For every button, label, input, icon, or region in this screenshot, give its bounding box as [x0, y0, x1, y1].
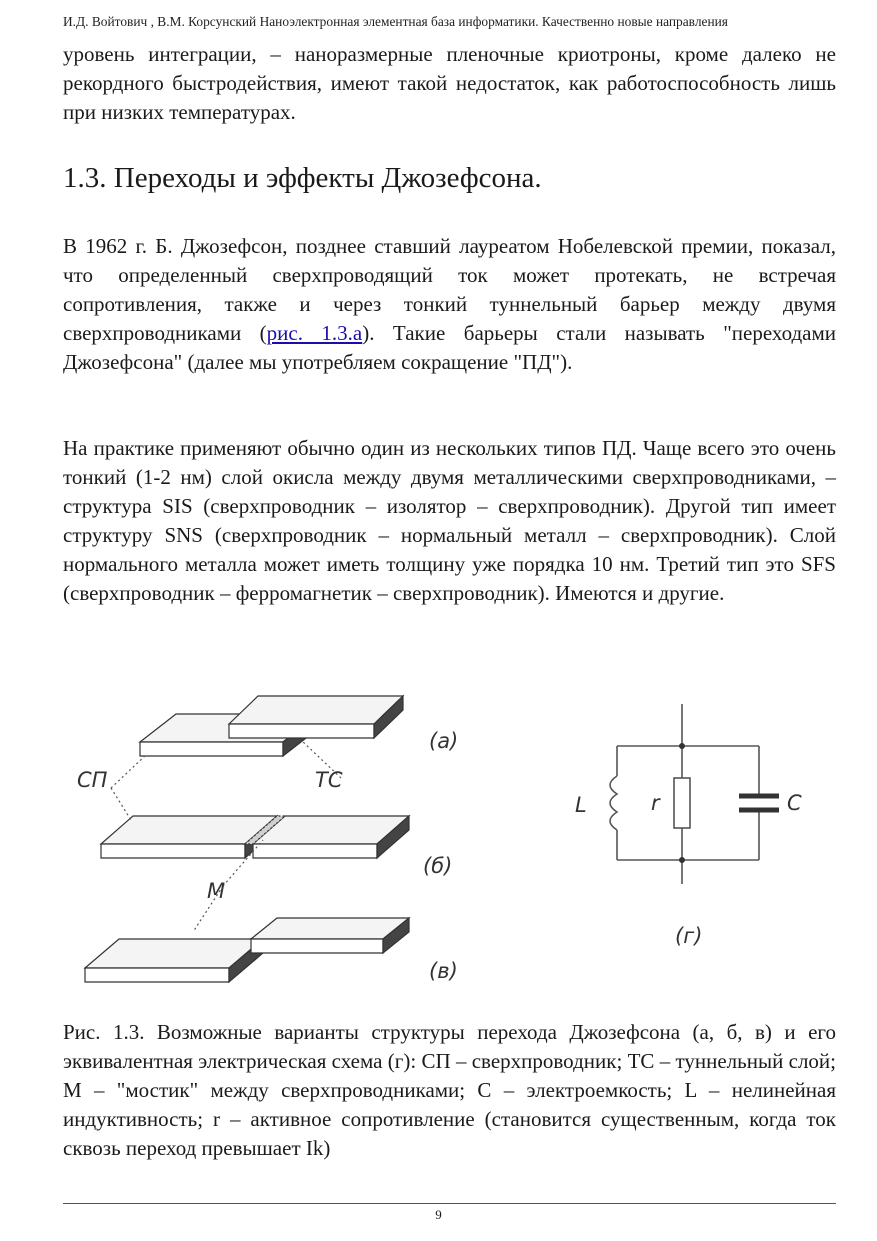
label-b: (б): [423, 854, 453, 878]
label-ts: ТС: [315, 768, 343, 792]
paragraph-josephson-history: [63, 232, 836, 377]
section-title: 1.3. Переходы и эффекты Джозефсона.: [63, 162, 542, 194]
paragraph-text-after: ). Такие барьеры стали называть "переходами Джозефсона" (далее мы употребляем сокращение "ПД").: [63, 321, 836, 374]
slab-b-left: [101, 816, 277, 858]
label-m: М: [207, 879, 226, 903]
slab-a-upper: [229, 696, 403, 738]
label-v: (в): [429, 959, 458, 983]
figure-caption: Рис. 1.3. Возможные варианты структуры перехода Джозефсона (а, б, в) и его эквивалентная электрическая схема (г): СП – сверхпроводник; ТС – туннельный слой; М – "мостик" между сверхпроводниками; С – электроемкость; L – нелинейная индуктивность; r – активное сопротивление (становится существенным, когда ток сквозь переход превышает Ik): [63, 1020, 836, 1160]
footer-divider: [63, 1203, 836, 1204]
page-number: 9: [435, 1207, 442, 1222]
paragraph-text-before: В 1962 г. Б. Джозефсон, позднее ставший лауреатом Нобелевской премии, показал, что определенный сверхпроводящий ток может протекать, не встречая сопротивления, также и через тонкий туннельный барьер между двумя сверхпроводниками (: [63, 234, 836, 345]
figure-1-3: [63, 688, 836, 998]
label-a: (а): [429, 729, 459, 753]
intro-paragraph: уровень интеграции, – наноразмерные пленочные криотроны, кроме далеко не рекордного быстродействия, имеют такой недостаток, как работоспособность лишь при низких температурах.: [63, 42, 836, 124]
slab-v-left: [85, 939, 263, 982]
slab-v-right: [251, 918, 409, 953]
label-C: C: [787, 791, 802, 815]
circuit-node-top: [679, 743, 685, 749]
circuit-node-bottom: [679, 857, 685, 863]
figure-link[interactable]: рис. 1.3.а: [266, 321, 363, 345]
inductor-coil: [610, 776, 617, 830]
label-r: r: [651, 791, 660, 815]
paragraph-junction-types: На практике применяют обычно один из нескольких типов ПД. Чаще всего это очень тонкий (1-2 нм) слой окисла между двумя металлическими сверхпроводниками, – структура SIS (сверхпроводник – изолятор – сверхпроводник). Другой тип имеет структуру SNS (сверхпроводник – нормальный металл – сверхпроводник). Слой нормального металла может иметь толщину уже порядка 10 нм. Третий тип это SFS (сверхпроводник – ферромагнетик – сверхпроводник). Имеются и другие.: [63, 436, 836, 605]
label-g: (г): [675, 924, 703, 948]
label-L: L: [575, 793, 587, 817]
running-header: И.Д. Войтович , В.М. Корсунский Наноэлектронная элементная база информатики. Качественно новые направления: [63, 14, 728, 29]
figure-drawing: [63, 688, 836, 998]
equivalent-circuit: [610, 704, 779, 884]
label-sp: СП: [77, 768, 108, 792]
resistor-box: [674, 778, 690, 828]
